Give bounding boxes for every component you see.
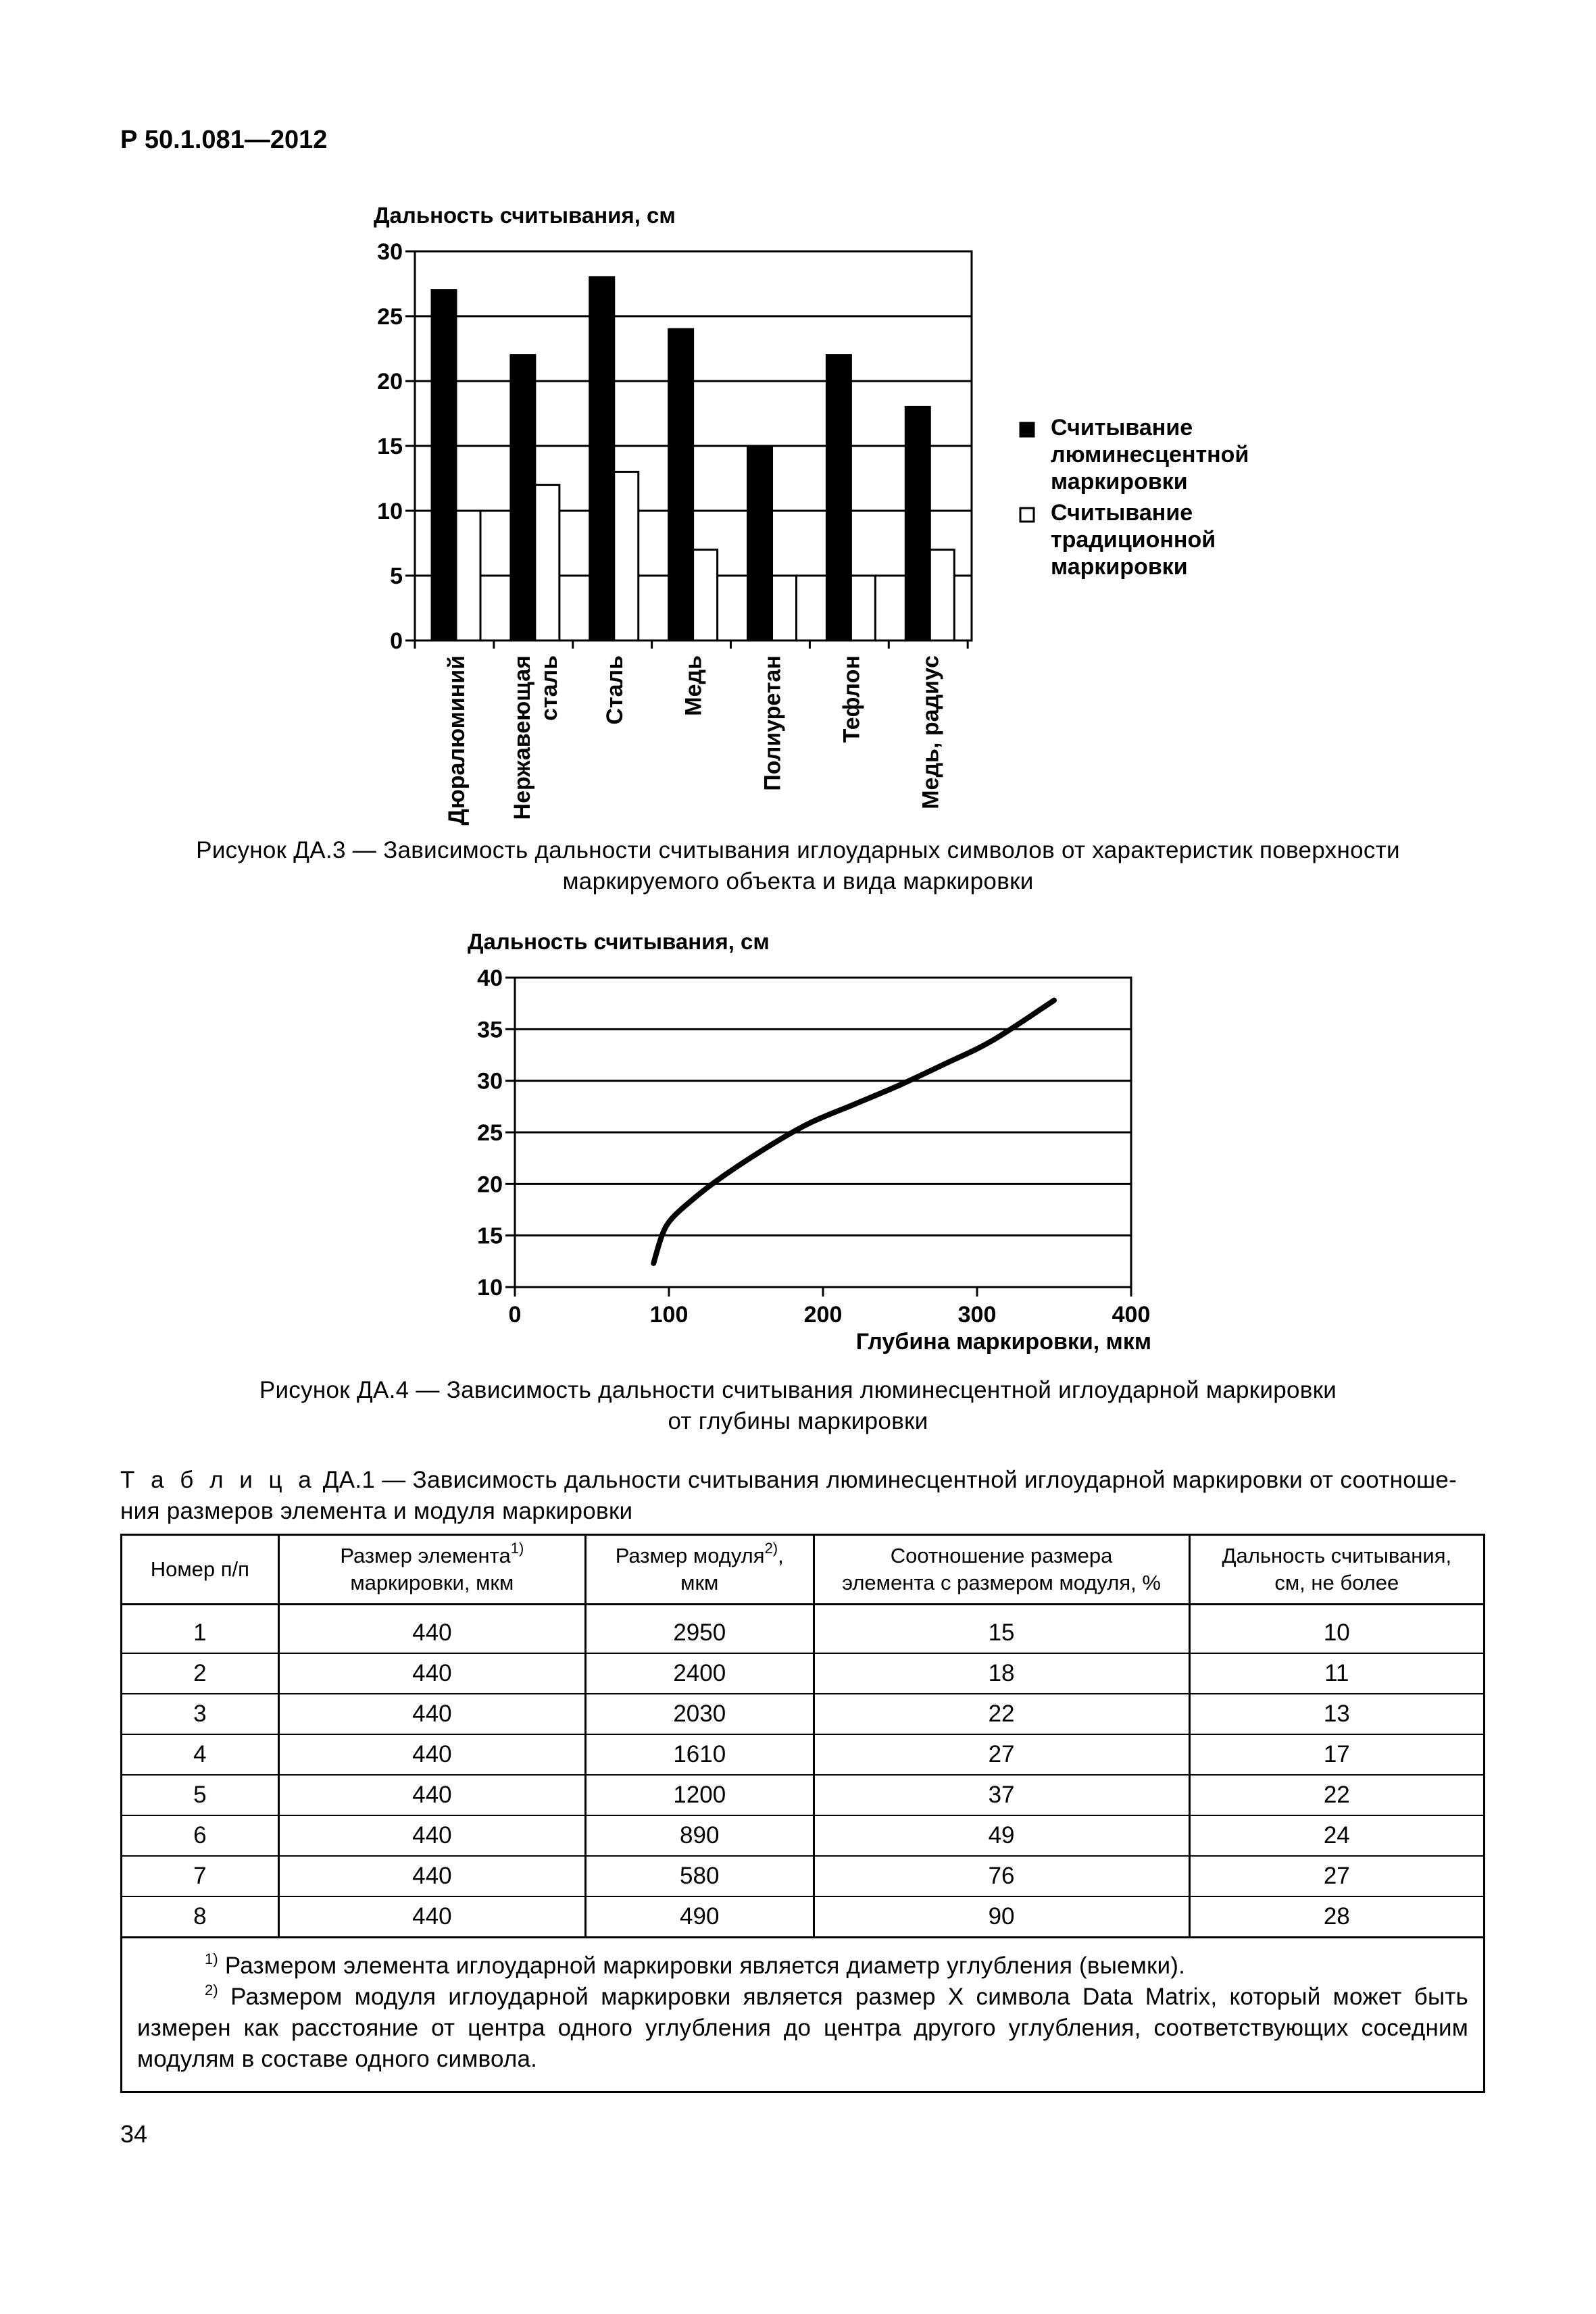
header-element-size: [278, 1535, 585, 1605]
table-title-line2: ния размеров элемента и модуля маркировки: [120, 1498, 633, 1524]
x-tick-label: 300: [957, 1302, 997, 1328]
table-cell: 2400: [586, 1653, 814, 1694]
bar-traditional: [456, 511, 480, 640]
header-module-size-comma: ,: [778, 1544, 784, 1567]
bar-traditional: [693, 550, 718, 640]
table-cell: 440: [278, 1815, 585, 1856]
legend-swatch: [1020, 508, 1034, 522]
x-category-label: [444, 655, 470, 826]
spacer-cell: [586, 1605, 814, 1614]
x-tick-label: 100: [649, 1302, 689, 1328]
x-tick-label: 200: [803, 1302, 843, 1328]
table-notes-row: [122, 1938, 1485, 2092]
table-row: [122, 1734, 1485, 1775]
x-category-label-line: Дюралюминий: [444, 655, 470, 826]
table-cell: 8: [122, 1896, 279, 1938]
x-category-label: [509, 655, 562, 820]
table-cell: 2950: [586, 1613, 814, 1653]
header-read-range-line2: см, не более: [1274, 1571, 1399, 1594]
footnote-1: [137, 1951, 1468, 1982]
bar-luminescent: [511, 355, 535, 640]
bar-luminescent: [590, 277, 614, 640]
table-cell: 37: [814, 1775, 1189, 1815]
y-tick-label: 25: [477, 1120, 503, 1146]
header-element-size-line1: Размер элемента: [340, 1544, 511, 1567]
table-title-prefix: Т а б л и ц а: [120, 1467, 316, 1493]
header-module-size-line1: Размер модуля: [615, 1544, 765, 1567]
figure3-bar-chart: [0, 223, 1596, 831]
header-element-size-line2: маркировки, мкм: [350, 1571, 514, 1594]
table-header-row: [122, 1535, 1485, 1605]
table-cell: 18: [814, 1653, 1189, 1694]
header-module-size-footnote: 2): [764, 1540, 778, 1557]
y-tick-label: 30: [477, 1068, 503, 1095]
x-tick-label: 0: [508, 1302, 522, 1328]
x-category-label: [918, 655, 943, 809]
table-cell: 28: [1189, 1896, 1484, 1938]
table-cell: 580: [586, 1856, 814, 1896]
bar-luminescent: [748, 446, 772, 640]
table-cell: 890: [586, 1815, 814, 1856]
table-row: [122, 1653, 1485, 1694]
legend-label: Считывание: [1051, 415, 1193, 441]
spacer-cell: [814, 1605, 1189, 1614]
table-cell: 4: [122, 1734, 279, 1775]
document-code: Р 50.1.081—2012: [120, 126, 328, 154]
table-cell: 49: [814, 1815, 1189, 1856]
figure4-y-axis-label: Дальность считывания, см: [468, 929, 770, 954]
table-cell: 27: [1189, 1856, 1484, 1896]
y-tick-label: 20: [377, 369, 403, 395]
table-cell: 90: [814, 1896, 1189, 1938]
table-cell: 490: [586, 1896, 814, 1938]
header-read-range: [1189, 1535, 1484, 1605]
x-category-label-line: Сталь: [601, 655, 628, 725]
data-table: [120, 1534, 1485, 2093]
legend-label: Считывание: [1051, 500, 1193, 526]
legend-label: люминесцентной: [1051, 442, 1249, 468]
figure4-line-chart: [0, 946, 1596, 1365]
bar-traditional: [614, 472, 639, 640]
bar-traditional: [851, 576, 875, 640]
table-cell: 2: [122, 1653, 279, 1694]
table-row: [122, 1815, 1485, 1856]
header-ratio-line1: Соотношение размера: [890, 1544, 1113, 1567]
y-tick-label: 40: [477, 965, 503, 991]
header-read-range-line1: Дальность считывания,: [1222, 1544, 1452, 1567]
table-row: [122, 1775, 1485, 1815]
x-category-label-line: сталь: [536, 655, 562, 721]
table-cell: 76: [814, 1856, 1189, 1896]
table-cell: 17: [1189, 1734, 1484, 1775]
y-tick-label: 15: [477, 1223, 503, 1249]
y-tick-label: 35: [477, 1017, 503, 1043]
y-tick-label: 10: [477, 1275, 503, 1301]
y-tick-label: 30: [377, 239, 403, 265]
bar-traditional: [535, 485, 559, 640]
table-cell: 440: [278, 1896, 585, 1938]
table-cell: 2030: [586, 1694, 814, 1734]
bar-luminescent: [432, 291, 456, 640]
table-spacer-row: [122, 1605, 1485, 1614]
table-cell: 1: [122, 1613, 279, 1653]
table-cell: 3: [122, 1694, 279, 1734]
table-cell: 1200: [586, 1775, 814, 1815]
bar-traditional: [930, 550, 954, 640]
header-element-size-footnote: 1): [510, 1540, 524, 1557]
header-module-size-line2: мкм: [680, 1571, 719, 1594]
table-cell: 15: [814, 1613, 1189, 1653]
figure3-caption-line2: маркируемого объекта и вида маркировки: [562, 868, 1034, 895]
table-cell: 7: [122, 1856, 279, 1896]
header-ratio-line2: элемента с размером модуля, %: [842, 1571, 1161, 1594]
table-row: [122, 1856, 1485, 1896]
table-cell: 22: [1189, 1775, 1484, 1815]
spacer-cell: [278, 1605, 585, 1614]
spacer-cell: [1189, 1605, 1484, 1614]
table-cell: 27: [814, 1734, 1189, 1775]
table-title: [120, 1465, 1485, 1527]
table-cell: 6: [122, 1815, 279, 1856]
x-category-label-line: Нержавеющая: [509, 655, 535, 820]
table-title-line1: ДА.1 — Зависимость дальности считывания люминесцентной иглоударной маркировки от соотноше-: [316, 1467, 1457, 1493]
header-ratio: [814, 1535, 1189, 1605]
y-tick-label: 0: [390, 628, 403, 654]
table-cell: 13: [1189, 1694, 1484, 1734]
header-module-size: [586, 1535, 814, 1605]
legend-label: маркировки: [1051, 554, 1188, 580]
table-row: [122, 1694, 1485, 1734]
table-cell: 440: [278, 1734, 585, 1775]
table-body: [122, 1605, 1485, 2092]
legend-label: традиционной: [1051, 527, 1216, 553]
x-category-label-line: Медь: [680, 655, 707, 716]
table-cell: 440: [278, 1694, 585, 1734]
table-cell: 24: [1189, 1815, 1484, 1856]
footnote-2: [137, 1982, 1468, 2075]
x-category-label: [681, 655, 707, 716]
table-cell: 1610: [586, 1734, 814, 1775]
y-tick-label: 20: [477, 1172, 503, 1198]
table-notes: [122, 1938, 1485, 2092]
footnote-marker: 2): [205, 1982, 218, 1998]
x-category-label-line: Тефлон: [839, 655, 865, 743]
x-category-label: [839, 655, 864, 743]
table-cell: 10: [1189, 1613, 1484, 1653]
figure4-caption-line2: от глубины маркировки: [668, 1408, 928, 1434]
x-category-label: [602, 655, 628, 725]
table-row: [122, 1896, 1485, 1938]
bar-luminescent: [669, 329, 693, 640]
bar-luminescent: [905, 407, 930, 640]
page-number: 34: [120, 2120, 148, 2148]
footnote-text: Размером модуля иглоударной маркировки является размер X символа Data Matrix, который может быть измерен как расстояние от центра одного углубления до центра другого углубления, соответствующих соседним модулям в составе одного символа.: [137, 1984, 1468, 2072]
header-number: Номер п/п: [122, 1535, 279, 1605]
legend-label: маркировки: [1051, 469, 1188, 495]
footnote-marker: 1): [205, 1951, 218, 1967]
x-category-label-line: Медь, радиус: [918, 655, 944, 809]
spacer-cell: [122, 1605, 279, 1614]
x-axis-label: Глубина маркировки, мкм: [855, 1329, 1151, 1355]
figure3-y-axis-label: Дальность считывания, см: [374, 203, 676, 228]
bar-traditional: [772, 576, 797, 640]
x-tick-label: 400: [1112, 1302, 1151, 1328]
table-cell: 440: [278, 1613, 585, 1653]
bar-luminescent: [826, 355, 851, 640]
x-category-label-line: Полиуретан: [759, 655, 786, 791]
table-cell: 440: [278, 1856, 585, 1896]
y-tick-label: 25: [377, 304, 403, 330]
footnote-text: Размером элемента иглоударной маркировки является диаметр углубления (выемки).: [218, 1953, 1186, 1979]
x-category-label: [760, 655, 786, 791]
table-cell: 11: [1189, 1653, 1484, 1694]
y-tick-label: 15: [377, 434, 403, 459]
table-cell: 5: [122, 1775, 279, 1815]
figure4-caption-line1: Рисунок ДА.4 — Зависимость дальности считывания люминесцентной иглоударной маркировки: [259, 1377, 1337, 1403]
table-cell: 440: [278, 1775, 585, 1815]
figure3-caption-line1: Рисунок ДА.3 — Зависимость дальности считывания иглоударных символов от характеристик поверхности: [196, 837, 1400, 863]
y-tick-label: 5: [390, 563, 403, 589]
table-cell: 440: [278, 1653, 585, 1694]
legend-swatch: [1020, 423, 1034, 436]
y-tick-label: 10: [377, 499, 403, 524]
table-cell: 22: [814, 1694, 1189, 1734]
table-row: [122, 1613, 1485, 1653]
